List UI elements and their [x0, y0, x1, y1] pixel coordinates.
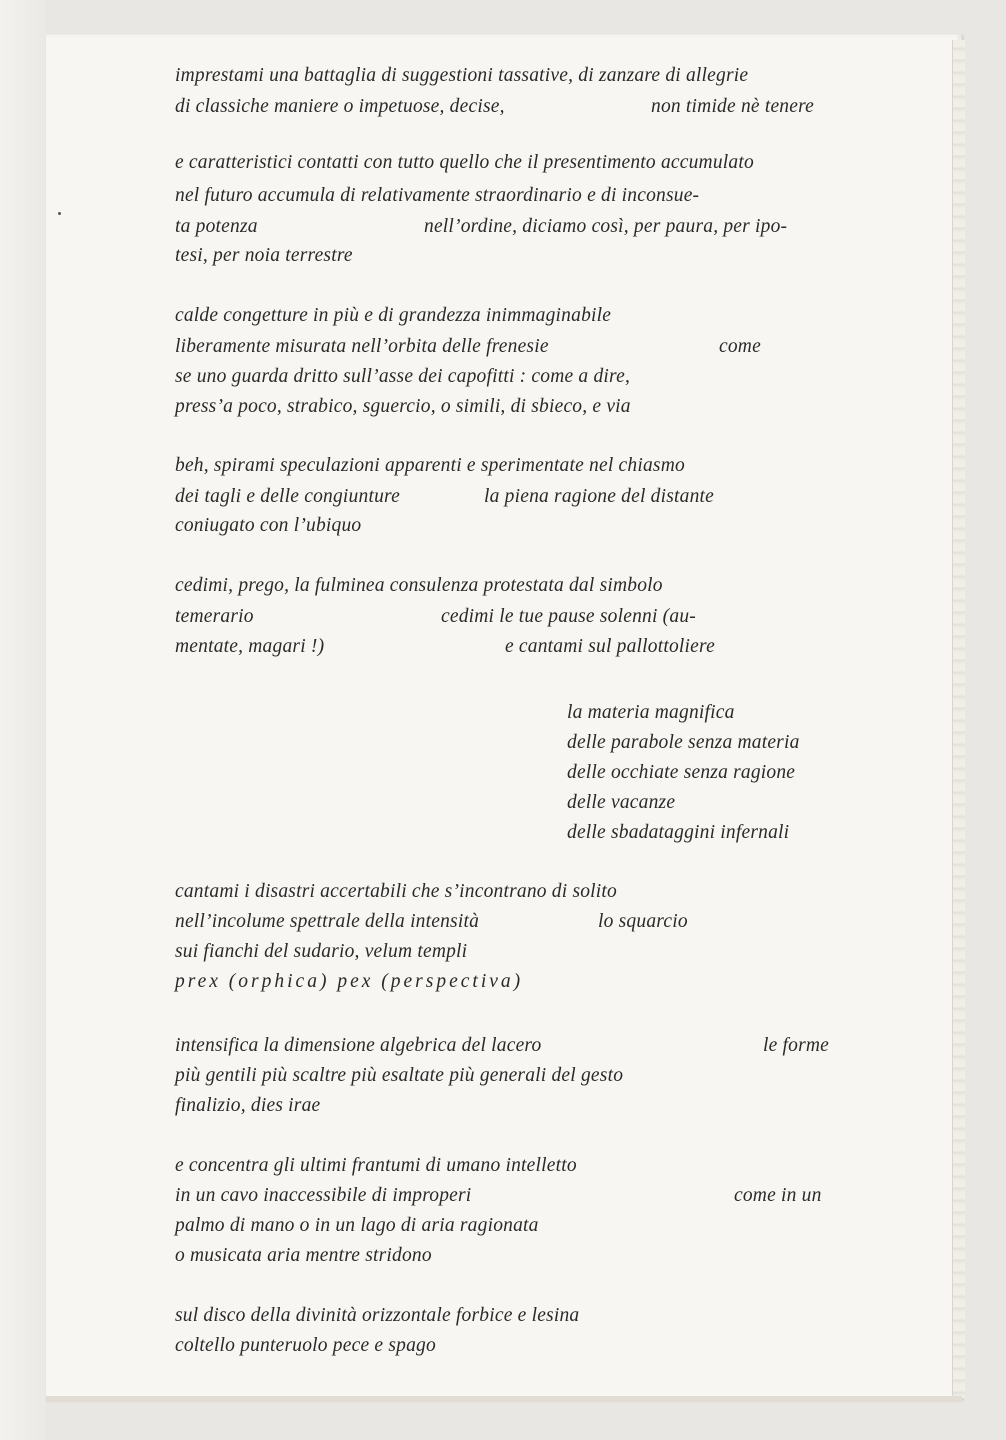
- poem-line: e caratteristici contatti con tutto quello che il presentimento accumulato: [175, 152, 754, 173]
- poem-line: e cantami sul pallottoliere: [505, 636, 715, 657]
- poem-line: temerario: [175, 606, 254, 627]
- poem-line: come: [719, 336, 761, 357]
- poem-line: come in un: [734, 1185, 822, 1206]
- poem-line: ta potenza: [175, 216, 258, 237]
- poem-line: coniugato con l’ubiquo: [175, 515, 362, 536]
- poem-line: nell’ordine, diciamo così, per paura, per ipo-: [424, 216, 788, 237]
- poem-line: delle vacanze: [567, 792, 676, 813]
- poem-line: calde congetture in più e di grandezza inimmaginabile: [175, 305, 612, 326]
- poem-line: prex (orphica) pex (perspectiva): [175, 971, 524, 992]
- poem-line: imprestami una battaglia di suggestioni tassative, di zanzare di allegrie: [175, 65, 749, 86]
- poem-line: o musicata aria mentre stridono: [175, 1245, 432, 1266]
- poem-line: dei tagli e delle congiunture: [175, 486, 400, 507]
- poem-line: delle sbadataggini infernali: [567, 822, 790, 843]
- poem-line: sui fianchi del sudario, velum templi: [175, 941, 468, 962]
- poem-line: non timide nè tenere: [651, 96, 815, 117]
- poem-line: sul disco della divinità orizzontale forbice e lesina: [175, 1305, 580, 1326]
- poem-line: beh, spirami speculazioni apparenti e sperimentate nel chiasmo: [175, 455, 685, 476]
- poem-line: palmo di mano o in un lago di aria ragionata: [175, 1215, 539, 1236]
- poem-line: di classiche maniere o impetuose, decise,: [175, 96, 505, 117]
- poem-line: delle occhiate senza ragione: [567, 762, 796, 783]
- poem-line: cedimi, prego, la fulminea consulenza protestata dal simbolo: [175, 575, 663, 596]
- poem-line: coltello punteruolo pece e spago: [175, 1335, 436, 1356]
- poem-line: le forme: [763, 1035, 830, 1056]
- poem-line: se uno guarda dritto sull’asse dei capofitti : come a dire,: [175, 366, 631, 387]
- poem-line: più gentili più scaltre più esaltate più generali del gesto: [175, 1065, 624, 1086]
- poem-line: e concentra gli ultimi frantumi di umano intelletto: [175, 1155, 577, 1176]
- poem-line: la materia magnifica: [567, 702, 735, 723]
- poem-line: nel futuro accumula di relativamente straordinario e di inconsue-: [175, 185, 700, 206]
- poem-line: in un cavo inaccessibile di improperi: [175, 1185, 472, 1206]
- poem-line: lo squarcio: [598, 911, 688, 932]
- poem-line: nell’incolume spettrale della intensità: [175, 911, 480, 932]
- poem-line: tesi, per noia terrestre: [175, 245, 353, 266]
- poem-line: delle parabole senza materia: [567, 732, 800, 753]
- poem-line: la piena ragione del distante: [484, 486, 715, 507]
- poem-line: liberamente misurata nell’orbita delle frenesie: [175, 336, 549, 357]
- poem-line: press’a poco, strabico, sguercio, o simili, di sbieco, e via: [175, 396, 631, 417]
- poem-line: cantami i disastri accertabili che s’incontrano di solito: [175, 881, 617, 902]
- poem-line: cedimi le tue pause solenni (au-: [441, 606, 696, 627]
- poem-line: mentate, magari !): [175, 636, 325, 657]
- poem-line: intensifica la dimensione algebrica del lacero: [175, 1035, 542, 1056]
- poem-line: finalizio, dies irae: [175, 1095, 321, 1116]
